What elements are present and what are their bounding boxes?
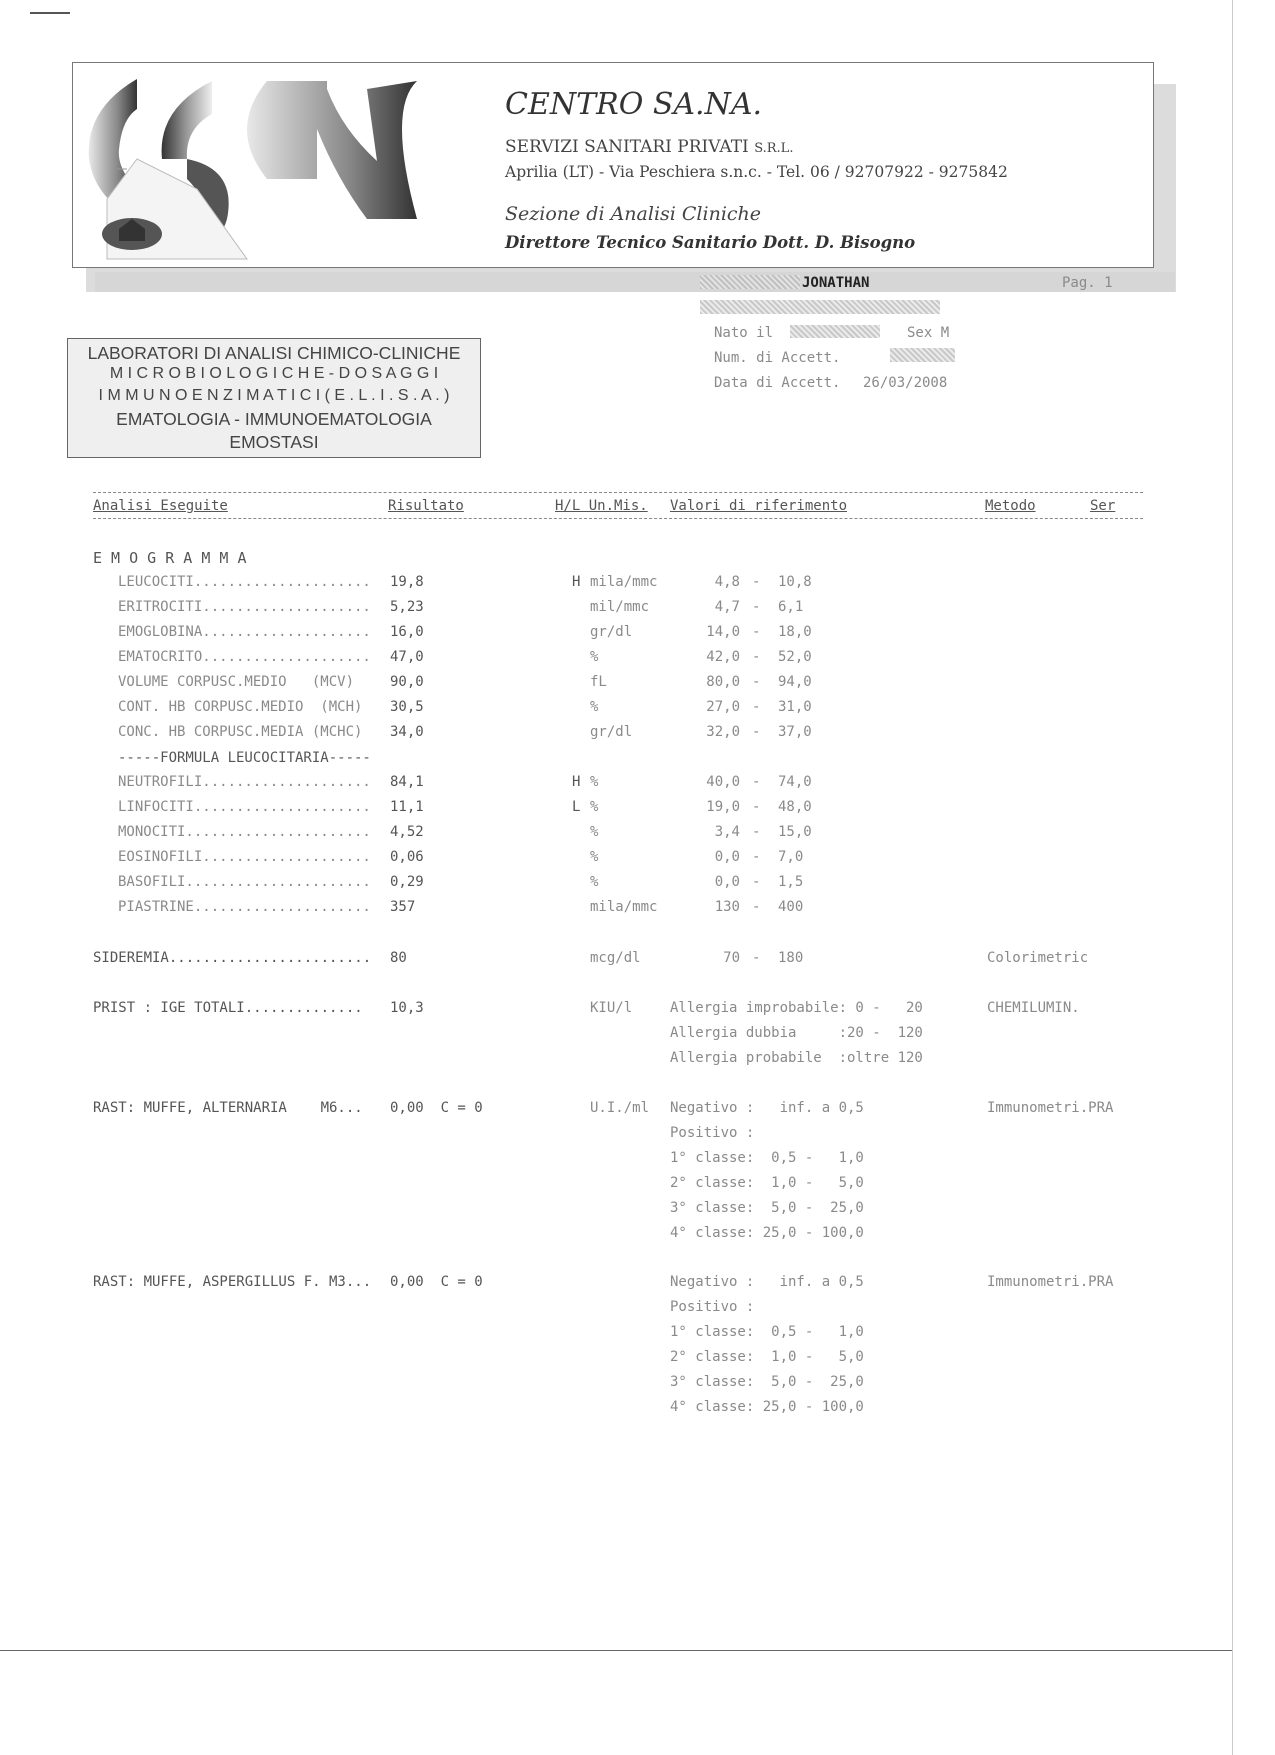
header-bottom-rule bbox=[93, 518, 1143, 519]
unit: fL bbox=[590, 674, 607, 690]
ref-line: Negativo : inf. a 0,5 bbox=[670, 1100, 864, 1116]
page-bottom-rule bbox=[0, 1650, 1232, 1651]
analyte-name: PIASTRINE..................... bbox=[118, 899, 371, 915]
redacted-birthdate bbox=[790, 325, 880, 338]
result-value: 0,06 bbox=[390, 849, 424, 865]
result-row-leucociti bbox=[0, 573, 1275, 591]
analyte-name: EMATOCRITO.................... bbox=[118, 649, 371, 665]
ref-high: 15,0 bbox=[778, 824, 812, 840]
analyte-name: NEUTROFILI.................... bbox=[118, 774, 371, 790]
redacted-accession bbox=[890, 348, 955, 362]
formula-title: -----FORMULA LEUCOCITARIA----- bbox=[118, 750, 371, 766]
ref-low: 14,0 bbox=[706, 624, 740, 640]
result-row-sideremia bbox=[0, 949, 1275, 967]
redacted-surname bbox=[700, 275, 800, 289]
ref-dash: - bbox=[752, 649, 761, 665]
analyte-name: EMOGLOBINA.................... bbox=[118, 624, 371, 640]
ref-dash: - bbox=[752, 624, 761, 640]
result-value: 0,00 C = 0 bbox=[390, 1274, 483, 1290]
result-row-rast-aspergillus bbox=[0, 1273, 1275, 1291]
ref-high: 48,0 bbox=[778, 799, 812, 815]
ref-low: 40,0 bbox=[706, 774, 740, 790]
result-value: 0,00 C = 0 bbox=[390, 1100, 483, 1116]
ref-line: 3° classe: 5,0 - 25,0 bbox=[670, 1374, 864, 1390]
analyte-name: VOLUME CORPUSC.MEDIO (MCV) bbox=[118, 674, 355, 690]
unit: % bbox=[590, 774, 599, 790]
ref-dash: - bbox=[752, 574, 761, 590]
ref-dash: - bbox=[752, 874, 761, 890]
analyte-name: ERITROCITI.................... bbox=[118, 599, 371, 615]
hl-flag: H bbox=[572, 574, 581, 590]
result-row-piastrine bbox=[0, 898, 1275, 916]
column-headers bbox=[0, 497, 1275, 517]
ref-low: 0,0 bbox=[714, 874, 740, 890]
col-risultato: Risultato bbox=[388, 498, 464, 514]
ref-low: 27,0 bbox=[706, 699, 740, 715]
header-top-rule bbox=[93, 492, 1143, 493]
result-row-prist bbox=[0, 999, 1275, 1017]
ref-high: 10,8 bbox=[778, 574, 812, 590]
unit: % bbox=[590, 824, 599, 840]
ref-line: 4° classe: 25,0 - 100,0 bbox=[670, 1225, 864, 1241]
ref-high: 18,0 bbox=[778, 624, 812, 640]
unit: % bbox=[590, 849, 599, 865]
ref-line: 4° classe: 25,0 - 100,0 bbox=[670, 1399, 864, 1415]
ref-dash: - bbox=[752, 674, 761, 690]
analyte-name: MONOCITI...................... bbox=[118, 824, 371, 840]
corner-mark bbox=[30, 12, 70, 14]
ref-low: 0,0 bbox=[714, 849, 740, 865]
col-valori: Valori di riferimento bbox=[670, 498, 848, 514]
method: CHEMILUMIN. bbox=[987, 1000, 1080, 1016]
analyte-name: LEUCOCITI..................... bbox=[118, 574, 371, 590]
ref-low: 19,0 bbox=[706, 799, 740, 815]
unit: mcg/dl bbox=[590, 950, 641, 966]
ref-dash: - bbox=[752, 849, 761, 865]
col-hl-um: H/L Un.Mis. bbox=[555, 498, 648, 514]
result-value: 30,5 bbox=[390, 699, 424, 715]
center-address: Aprilia (LT) - Via Peschiera s.n.c. - Tel. 06 / 92707922 - 9275842 bbox=[505, 163, 1008, 181]
ref-line: Allergia probabile :oltre 120 bbox=[670, 1050, 923, 1066]
ref-low: 3,4 bbox=[714, 824, 740, 840]
ref-dash: - bbox=[752, 774, 761, 790]
ref-line: Allergia dubbia :20 - 120 bbox=[670, 1025, 923, 1041]
result-row-emoglobina bbox=[0, 623, 1275, 641]
ref-line: 1° classe: 0,5 - 1,0 bbox=[670, 1324, 864, 1340]
ref-low: 4,7 bbox=[714, 599, 740, 615]
ref-dash: - bbox=[752, 699, 761, 715]
ref-line: 2° classe: 1,0 - 5,0 bbox=[670, 1175, 864, 1191]
hl-flag: L bbox=[572, 799, 581, 815]
result-row-monociti bbox=[0, 823, 1275, 841]
ref-line: Allergia improbabile: 0 - 20 bbox=[670, 1000, 923, 1016]
analyte-name: RAST: MUFFE, ASPERGILLUS F. M3... bbox=[93, 1274, 372, 1290]
ref-dash: - bbox=[752, 599, 761, 615]
unit: % bbox=[590, 874, 599, 890]
lab-line-2: M I C R O B I O L O G I C H E - D O S A G G I bbox=[109, 365, 439, 382]
ref-dash: - bbox=[752, 724, 761, 740]
accession-date-label: Data di Accett. bbox=[714, 375, 841, 391]
result-row-linfociti bbox=[0, 798, 1275, 816]
ref-low: 70 bbox=[723, 950, 740, 966]
result-value: 0,29 bbox=[390, 874, 424, 890]
lab-line-1: LABORATORI DI ANALISI CHIMICO-CLINICHE bbox=[87, 343, 461, 363]
sex-label: Sex M bbox=[907, 325, 950, 341]
method: Immunometri.PRA bbox=[987, 1274, 1114, 1290]
result-row-mchc bbox=[0, 723, 1275, 741]
patient-name: JONATHAN bbox=[802, 275, 870, 291]
ref-low: 80,0 bbox=[706, 674, 740, 690]
analyte-name: RAST: MUFFE, ALTERNARIA M6... bbox=[93, 1100, 363, 1116]
letterhead-box bbox=[72, 62, 1154, 268]
ref-high: 400 bbox=[778, 899, 804, 915]
unit: gr/dl bbox=[590, 724, 633, 740]
ref-high: 52,0 bbox=[778, 649, 812, 665]
col-ser: Ser bbox=[1090, 498, 1116, 514]
unit: % bbox=[590, 799, 599, 815]
result-row-ematocrito bbox=[0, 648, 1275, 666]
ref-high: 180 bbox=[778, 950, 804, 966]
ref-low: 4,8 bbox=[714, 574, 740, 590]
result-row-neutrofili bbox=[0, 773, 1275, 791]
ref-line: Negativo : inf. a 0,5 bbox=[670, 1274, 864, 1290]
ref-dash: - bbox=[752, 799, 761, 815]
hl-flag: H bbox=[572, 774, 581, 790]
result-value: 10,3 bbox=[390, 1000, 424, 1016]
center-subtitle bbox=[505, 137, 793, 157]
ref-high: 31,0 bbox=[778, 699, 812, 715]
emogramma-title: E M O G R A M M A bbox=[93, 549, 247, 567]
unit: mil/mmc bbox=[590, 599, 650, 615]
result-value: 84,1 bbox=[390, 774, 424, 790]
result-value: 34,0 bbox=[390, 724, 424, 740]
result-row-basofili bbox=[0, 873, 1275, 891]
ref-line: Positivo : bbox=[670, 1125, 755, 1141]
result-value: 16,0 bbox=[390, 624, 424, 640]
analyte-name: SIDEREMIA........................ bbox=[93, 950, 372, 966]
lab-line-4: EMATOLOGIA - IMMUNOEMATOLOGIA bbox=[116, 409, 432, 429]
ref-low: 42,0 bbox=[706, 649, 740, 665]
redacted-address bbox=[700, 300, 940, 314]
result-value: 4,52 bbox=[390, 824, 424, 840]
result-value: 11,1 bbox=[390, 799, 424, 815]
result-value: 47,0 bbox=[390, 649, 424, 665]
lab-line-5: EMOSTASI bbox=[229, 432, 319, 452]
section-title: Sezione di Analisi Cliniche bbox=[505, 203, 762, 225]
result-row-mcv bbox=[0, 673, 1275, 691]
analyte-name: CONC. HB CORPUSC.MEDIA (MCHC) bbox=[118, 724, 363, 740]
ref-line: 1° classe: 0,5 - 1,0 bbox=[670, 1150, 864, 1166]
unit: mila/mmc bbox=[590, 899, 658, 915]
born-label: Nato il bbox=[714, 325, 774, 341]
ref-dash: - bbox=[752, 899, 761, 915]
logo-icon bbox=[77, 69, 457, 261]
result-value: 5,23 bbox=[390, 599, 424, 615]
analyte-name: BASOFILI...................... bbox=[118, 874, 371, 890]
ref-line: 3° classe: 5,0 - 25,0 bbox=[670, 1200, 864, 1216]
unit: % bbox=[590, 649, 599, 665]
unit: mila/mmc bbox=[590, 574, 658, 590]
ref-dash: - bbox=[752, 950, 761, 966]
unit: U.I./ml bbox=[590, 1100, 650, 1116]
result-row-eritrociti bbox=[0, 598, 1275, 616]
ref-high: 74,0 bbox=[778, 774, 812, 790]
ref-low: 130 bbox=[714, 899, 740, 915]
accession-date: 26/03/2008 bbox=[863, 375, 948, 391]
unit: gr/dl bbox=[590, 624, 633, 640]
ref-high: 6,1 bbox=[778, 599, 804, 615]
ref-line: Positivo : bbox=[670, 1299, 755, 1315]
page-number: Pag. 1 bbox=[1062, 275, 1113, 291]
center-name: CENTRO SA.NA. bbox=[505, 87, 763, 122]
patient-name-strip bbox=[95, 272, 1175, 292]
method: Colorimetric bbox=[987, 950, 1089, 966]
ref-line: 2° classe: 1,0 - 5,0 bbox=[670, 1349, 864, 1365]
col-analisi: Analisi Eseguite bbox=[93, 498, 228, 514]
analyte-name: EOSINOFILI.................... bbox=[118, 849, 371, 865]
unit: % bbox=[590, 699, 599, 715]
lab-line-3: I M M U N O E N Z I M A T I C I ( E . L . I . S . A . ) bbox=[98, 387, 450, 404]
analyte-name: CONT. HB CORPUSC.MEDIO (MCH) bbox=[118, 699, 363, 715]
ref-high: 94,0 bbox=[778, 674, 812, 690]
director-name: Direttore Tecnico Sanitario Dott. D. Bisogno bbox=[505, 233, 916, 252]
lab-services-box bbox=[67, 338, 481, 458]
result-row-eosinofili bbox=[0, 848, 1275, 866]
analyte-name: LINFOCITI..................... bbox=[118, 799, 371, 815]
ref-high: 37,0 bbox=[778, 724, 812, 740]
ref-dash: - bbox=[752, 824, 761, 840]
result-value: 90,0 bbox=[390, 674, 424, 690]
subtitle-suffix: S.R.L. bbox=[754, 141, 794, 156]
result-value: 357 bbox=[390, 899, 416, 915]
col-metodo: Metodo bbox=[985, 498, 1036, 514]
analyte-name: PRIST : IGE TOTALI.............. bbox=[93, 1000, 363, 1016]
ref-high: 7,0 bbox=[778, 849, 804, 865]
subtitle-text: SERVIZI SANITARI PRIVATI bbox=[505, 137, 749, 157]
method: Immunometri.PRA bbox=[987, 1100, 1114, 1116]
result-value: 80 bbox=[390, 950, 407, 966]
ref-high: 1,5 bbox=[778, 874, 804, 890]
unit: KIU/l bbox=[590, 1000, 633, 1016]
ref-low: 32,0 bbox=[706, 724, 740, 740]
result-value: 19,8 bbox=[390, 574, 424, 590]
result-row-rast-alternaria bbox=[0, 1099, 1275, 1117]
result-row-mch bbox=[0, 698, 1275, 716]
accession-label: Num. di Accett. bbox=[714, 350, 841, 366]
